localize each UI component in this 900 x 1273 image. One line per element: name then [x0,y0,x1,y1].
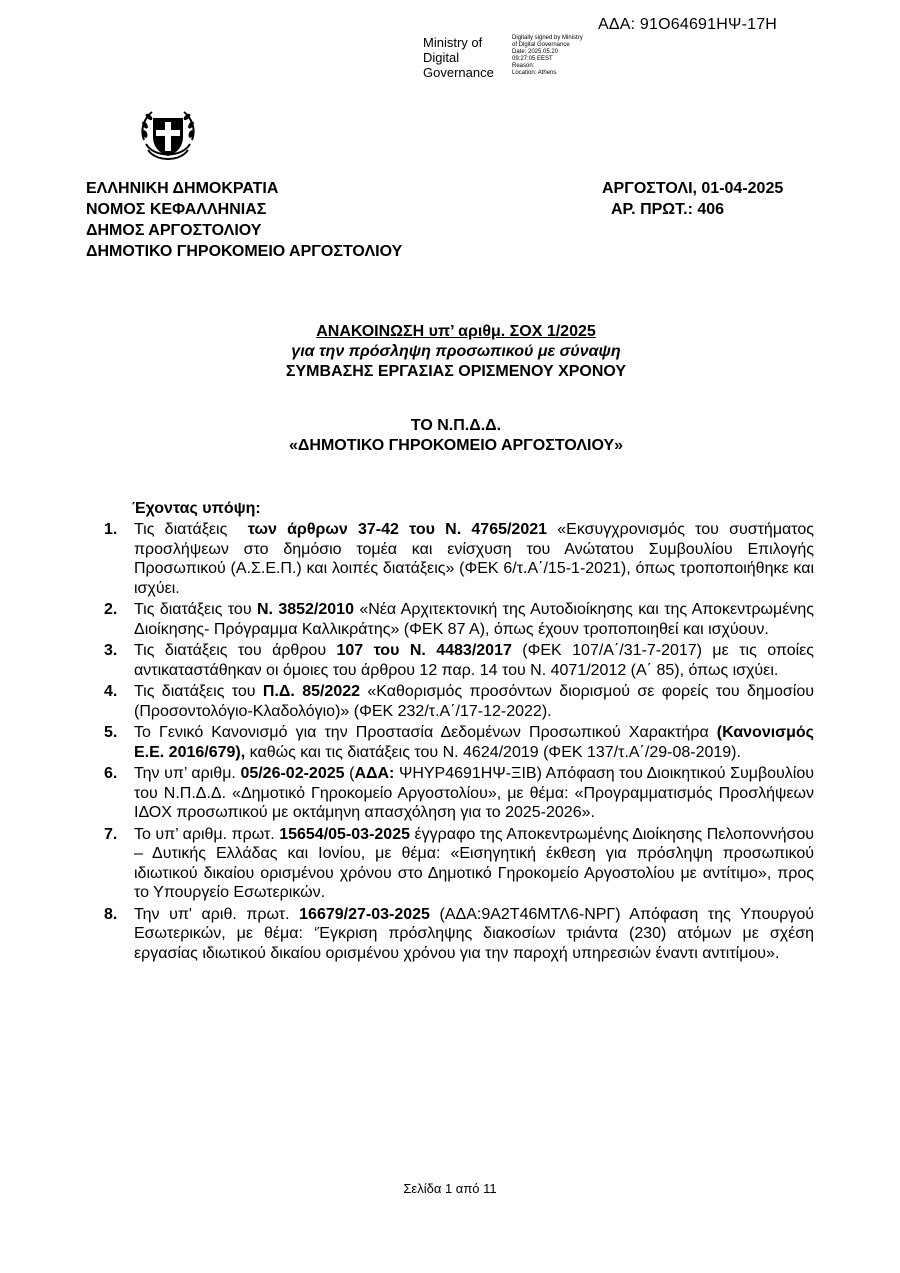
list-item [104,641,819,680]
sig-org-line: Governance [423,65,494,80]
announcement-title [86,322,826,382]
sig-org-line: Ministry of [423,35,483,50]
list-item-text: «Εκσυγχρονισμός του συστήματος προσλήψεων στο δημόσιο τομέα και ενίσχυση του Ανώτατου Συμβουλίου Επιλογής Προσωπικού (Α.Σ.Ε.Π.) και λοιπές διατάξεις» (ΦΕΚ 6/τ.Α΄/15-1-2021), όπως τροποποιήθηκε και ισχύει. [134,521,819,597]
list-item-text: ΨΗΥΡ4691ΗΨ-ΞΙΒ) Απόφαση του Διοικητικού Συμβουλίου του Ν.Π.Δ.Δ. «Δημοτικό Γηροκομείο Αργοστολίου», με θέμα: «Προγραμματισμός Προσλήψεων ΙΔΟΧ προσωπικού με οκτάμηνη απασχόληση για το 2025-2026». [134,765,819,821]
issuer-line: ΝΟΜΟΣ ΚΕΦΑΛΛΗΝΙΑΣ [86,201,267,218]
announcement-number: ΑΝΑΚΟΙΝΩΣΗ υπ’ αριθμ. ΣΟΧ 1/2025 [316,323,596,340]
list-item-emphasis: των άρθρων 37-42 του Ν. 4765/2021 [247,521,548,538]
list-item-text: Το Γενικό Κανονισμό για την Προστασία Δεδομένων Προσωπικού Χαρακτήρα [134,724,717,741]
list-item-text: «Νέα Αρχιτεκτονική της Αυτοδιοίκησης και της Αποκεντρωμένης Διοίκησης- Πρόγραμμα Καλλικράτης» (ΦΕΚ 87 Α), όπως έχουν τροποποιηθεί και ισχύουν. [134,601,818,638]
list-item-text: Τις διατάξεις του [134,601,257,618]
legal-basis-list [104,520,823,965]
list-item-text: (ΦΕΚ 107/Α΄/31-7-2017) με τις οποίες αντικαταστάθηκαν οι όμοιες του άρθρου 12 παρ. 14 του Ν. 4071/2012 (Α΄ 85), όπως ισχύει. [134,642,819,679]
list-item-text: (ΑΔΑ:9Α2Τ46ΜΤΛ6-ΝΡΓ) Απόφαση της Υπουργού Εσωτερικών, με θέμα: ‘Έγκριση πρόσληψης διακοσίων τριάντα (230) ατόμων με σχέση εργασίας ιδιωτικού δικαίου ορισμένου χρόνου για την παροχή υπηρεσιών έναντι αντιτίμου». [134,905,823,962]
list-item-text: Το υπ’ αριθμ. πρωτ. [134,825,280,843]
org-type: ΤΟ Ν.Π.Δ.Δ. [410,417,502,434]
digital-signature-org [423,35,494,80]
announcement-contract-type: ΣΥΜΒΑΣΗΣ ΕΡΓΑΣΙΑΣ ΟΡΙΣΜΕΝΟΥ ΧΡΟΝΟΥ [285,363,627,380]
protocol-number: ΑΡ. ΠΡΩΤ.: 406 [611,201,725,218]
place-date: ΑΡΓΟΣΤΟΛΙ, 01-04-2025 [602,180,784,197]
greek-coat-of-arms-icon [136,106,200,166]
list-item-text: ( [344,765,355,782]
issuer-line: ΔΗΜΟΣ ΑΡΓΟΣΤΟΛΙΟΥ [86,222,262,239]
issuer-line: ΔΗΜΟΤΙΚΟ ΓΗΡΟΚΟΜΕΙΟ ΑΡΓΟΣΤΟΛΙΟΥ [86,243,403,260]
list-item-emphasis: Ν. 3852/2010 [256,601,354,618]
considering-heading: Έχοντας υπόψη: [132,500,261,517]
sig-meta-line: Reason: [512,63,535,69]
organization-heading [86,416,826,456]
issuer-line: ΕΛΛΗΝΙΚΗ ΔΗΜΟΚΡΑΤΙΑ [86,180,279,197]
list-item-text: Τις διατάξεις του άρθρου [134,642,337,659]
date-protocol-block [602,178,783,220]
sig-meta-line: Digitally signed by Ministry [512,35,583,41]
list-item-number: 4. [104,683,118,700]
list-item [104,825,819,903]
list-item [104,600,818,639]
list-item-number: 3. [104,642,118,659]
list-item-text: καθώς και τις διατάξεις του Ν. 4624/2019 (ΦΕΚ 137/τ.Α΄/29-08-2019). [245,743,741,761]
list-item [104,520,819,598]
sig-meta-line: Location: Athens [512,70,557,76]
sig-meta-line: of Digital Governance [512,42,570,48]
issuer-block [86,178,402,262]
announcement-subtitle: για την πρόσληψη προσωπικού με σύναψη [291,343,621,360]
list-item-number: 8. [104,905,118,923]
org-name: «ΔΗΜΟΤΙΚΟ ΓΗΡΟΚΟΜΕΙΟ ΑΡΓΟΣΤΟΛΙΟΥ» [288,437,624,454]
list-item-emphasis: 05/26-02-2025 [240,765,345,782]
list-item-text: Την υπ' αριθ. πρωτ. [134,905,300,923]
sig-meta-line: 09:27:05 EEST [512,56,553,62]
list-item-number: 2. [104,601,118,618]
sig-org-line: Digital [423,50,460,65]
list-item-text: έγγραφο της Αποκεντρωμένης Διοίκησης Πελοποννήσου – Δυτικής Ελλάδας και Ιονίου, με θέμα: «Εισηγητική έκθεση για πρόσληψη προσωπικού ιδιωτικού δικαίου ορισμένου χρόνου στο Δημοτικό Γηροκομείο Αργοστολίου με αντίτιμο», προς το Υπουργείο Εσωτερικών. [134,825,819,901]
list-item-emphasis: Π.Δ. 85/2022 [262,683,361,700]
list-item-number: 6. [104,765,118,782]
list-item-emphasis: ΑΔΑ: [354,765,395,782]
list-item [104,764,819,823]
list-item-text: Τις διατάξεις [134,521,248,538]
list-item-number: 5. [104,724,118,741]
list-item-number: 7. [104,825,118,843]
list-item-emphasis: (Κανονισμός Ε.Ε. 2016/679), [134,724,819,761]
list-item [104,723,819,762]
list-item-emphasis: 107 του Ν. 4483/2017 [336,642,512,659]
digital-signature-meta [512,35,583,77]
list-item-text: «Καθορισμός προσόντων διορισμού σε φορείς του δημοσίου (Προσοντολόγιο-Κλαδολόγιο)» (ΦΕΚ 232/τ.Α΄/17-12-2022). [134,683,819,720]
list-item-text: Τις διατάξεις του [134,683,263,700]
list-item-emphasis: 15654/05-03-2025 [279,825,410,843]
list-item-number: 1. [104,521,118,538]
list-item [104,905,823,964]
list-item [104,682,819,721]
list-item-text: Την υπ’ αριθμ. [134,765,241,782]
sig-meta-line: Date: 2025.05.20 [512,49,559,55]
list-item-emphasis: 16679/27-03-2025 [299,905,430,923]
page-number: Σελίδα 1 από 11 [403,1181,497,1196]
ada-code: ΑΔΑ: 91Ο64691ΗΨ-17Η [598,16,778,33]
